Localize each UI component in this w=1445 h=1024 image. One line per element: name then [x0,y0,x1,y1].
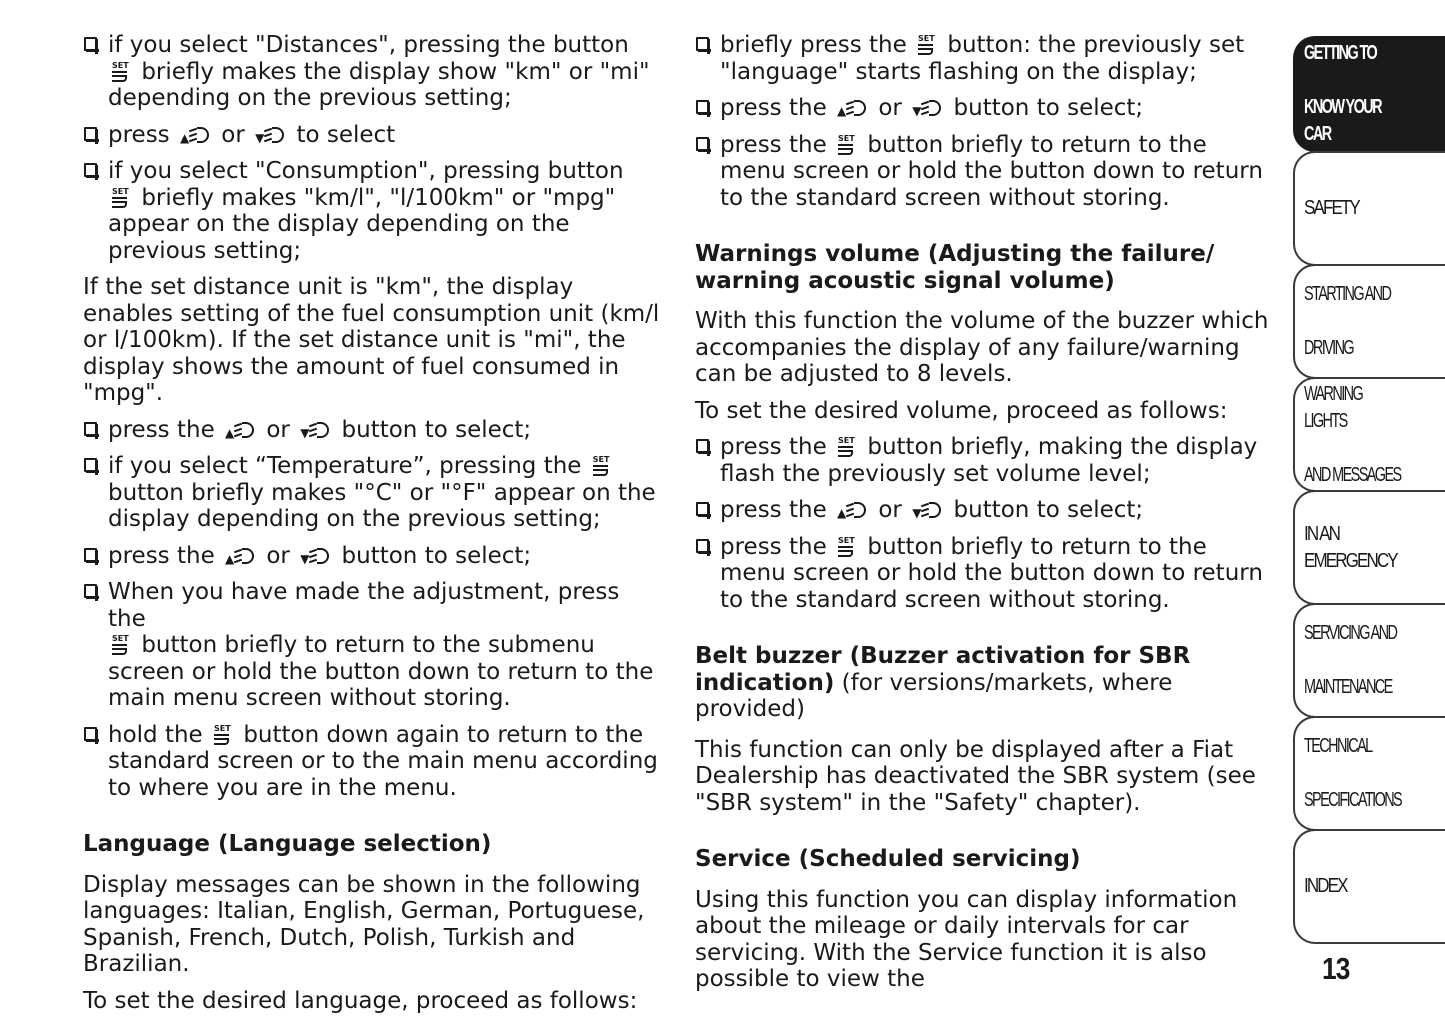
checkbox-bullet-icon [84,584,97,598]
paragraph: Display messages can be shown in the following languages: Italian, English, German, Portuguese, Spanish, French, Dutch, Polish, Turkish and Brazilian. [83,871,645,977]
down-brightness-button-icon: ▼ [299,419,332,441]
section-heading: Language (Language selection) [83,831,492,857]
tab-servicing-and-maintenance[interactable]: SERVICING AND MAINTENANCE [1293,603,1445,718]
up-brightness-button-icon: ▲ [179,124,212,146]
list-item: When you have made the adjustment, press the SET button briefly to return to the submenu screen or hold the button down to return to the main menu screen without storing. [83,579,663,712]
checkbox-bullet-icon [84,37,97,51]
checkbox-bullet-icon [696,539,709,553]
set-button-icon: SET [110,634,132,655]
tab-safety[interactable]: SAFETY [1293,151,1445,266]
tab-getting-to-know-your-car[interactable]: GETTING TO KNOW YOUR CAR [1293,36,1445,152]
down-brightness-button-icon: ▼ [254,124,287,146]
tab-starting-and-driving[interactable]: STARTING AND DRIVING [1293,264,1445,379]
checkbox-bullet-icon [696,502,709,516]
left-column [83,32,663,1024]
list-item: press ▲ or ▼ to select [83,122,663,149]
checkbox-bullet-icon [696,37,709,51]
tab-warning-lights-and-messages[interactable]: WARNING LIGHTS AND MESSAGES [1293,377,1445,492]
up-brightness-button-icon: ▲ [224,419,257,441]
list-item: press the SET button briefly to return to the menu screen or hold the button down to return to the standard screen without storing. [695,534,1275,614]
list-item: press the SET button briefly, making the display flash the previously set volume level; [695,434,1275,487]
paragraph: With this function the volume of the buzzer which accompanies the display of any failure/warning can be adjusted to 8 levels. [695,308,1269,387]
set-button-icon: SET [110,61,132,82]
paragraph: To set the desired volume, proceed as follows: [695,397,1228,424]
set-button-icon: SET [836,134,858,155]
checkbox-bullet-icon [84,727,97,741]
up-brightness-button-icon: ▲ [836,499,869,521]
list-item: if you select “Temperature”, pressing the SET button briefly makes "°C" or "°F" appear on the display depending on the previous setting; [83,453,663,533]
list-item: hold the SET button down again to return to the standard screen or to the main menu according to where you are in the menu. [83,722,663,802]
down-brightness-button-icon: ▼ [299,545,332,567]
set-button-icon: SET [591,455,613,476]
paragraph: If the set distance unit is "km", the display enables setting of the fuel consumption unit (km/l or l/100km). If the set distance unit is "mi", the display shows the amount of fuel consumed in "mpg". [83,274,660,406]
up-brightness-button-icon: ▲ [224,545,257,567]
list-item: briefly press the SET button: the previously set "language" starts flashing on the display; [695,32,1275,85]
set-button-icon: SET [916,34,938,55]
list-item: press the ▲ or ▼ button to select; [695,497,1275,524]
list-item: press the SET button briefly to return to the menu screen or hold the button down to return to the standard screen without storing. [695,132,1275,212]
tab-in-an-emergency[interactable]: IN AN EMERGENCY [1293,490,1445,605]
set-button-icon: SET [110,187,132,208]
checkbox-bullet-icon [696,439,709,453]
checkbox-bullet-icon [696,100,709,114]
checkbox-bullet-icon [84,458,97,472]
section-heading: Service (Scheduled servicing) [695,846,1081,872]
down-brightness-button-icon: ▼ [911,499,944,521]
paragraph: This function can only be displayed after a Fiat Dealership has deactivated the SBR system (see "SBR system" in the "Safety" chapter). [695,736,1256,816]
list-item: press the ▲ or ▼ button to select; [695,95,1275,122]
checkbox-bullet-icon [84,548,97,562]
tab-index[interactable]: INDEX [1293,829,1445,944]
paragraph: To set the desired language, proceed as follows: [83,987,638,1014]
checkbox-bullet-icon [696,137,709,151]
page-number: 13 [1322,951,1350,986]
down-brightness-button-icon: ▼ [911,97,944,119]
list-item: press the ▲ or ▼ button to select; [83,543,663,570]
checkbox-bullet-icon [84,163,97,177]
up-brightness-button-icon: ▲ [836,97,869,119]
checkbox-bullet-icon [84,422,97,436]
checkbox-bullet-icon [84,127,97,141]
paragraph: Using this function you can display information about the mileage or daily intervals for car servicing. With the Service function it is also possible to view the [695,886,1238,992]
section-heading: Belt buzzer (Buzzer activation for SBR indication) (for versions/markets, where provided) [695,643,1191,722]
set-button-icon: SET [836,436,858,457]
tab-technical-specifications[interactable]: TECHNICAL SPECIFICATIONS [1293,716,1445,831]
set-button-icon: SET [836,536,858,557]
section-heading: Warnings volume (Adjusting the failure/ warning acoustic signal volume) [695,241,1215,294]
right-column [695,32,1275,1003]
list-item: if you select "Consumption", pressing button SET briefly makes "km/l", "l/100km" or "mpg" appear on the display depending on the previous setting; [83,158,663,264]
list-item: if you select "Distances", pressing the button SET briefly makes the display show "km" or "mi" depending on the previous setting; [83,32,663,112]
list-item: press the ▲ or ▼ button to select; [83,417,663,444]
set-button-icon: SET [212,724,234,745]
